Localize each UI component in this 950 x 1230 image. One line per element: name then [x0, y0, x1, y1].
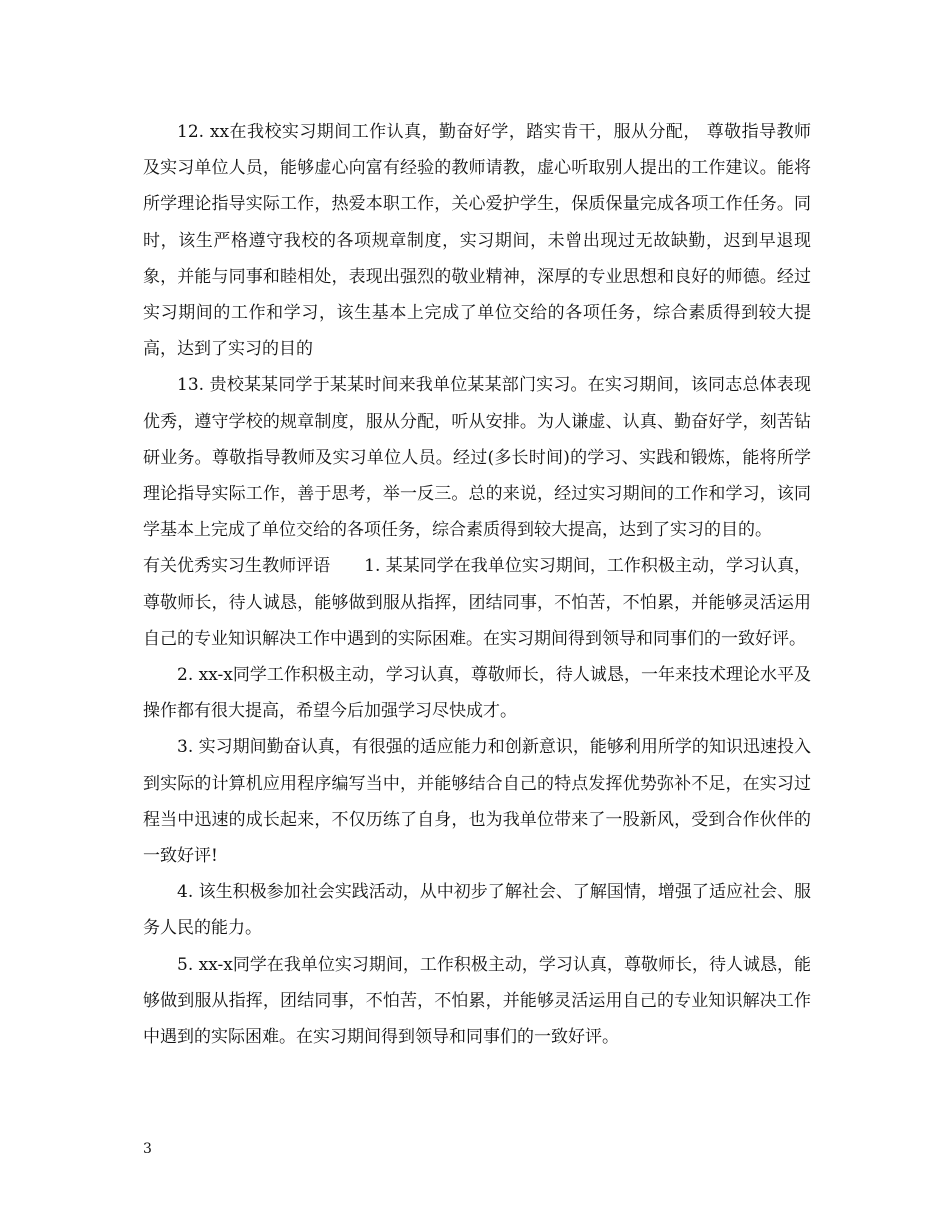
section-heading-paragraph: [143, 548, 811, 657]
paragraph-comment-13: 13. 贵校某某同学于某某时间来我单位某某部门实习。在实习期间，该同志总体表现优秀，遵守学校的规章制度，服从分配，听从安排。为人谦虚、认真、勤奋好学，刻苦钻研业务。尊敬指导教师及实习单位人员。经过(多长时间)的学习、实践和锻炼，能将所学理论指导实际工作，善于思考，举一反三。总的来说，经过实习期间的工作和学习，该同学基本上完成了单位交给的各项任务，综合素质得到较大提高，达到了实习的目的。: [143, 375, 811, 541]
section-title: 有关优秀实习生教师评语: [143, 556, 331, 577]
document-body: [143, 114, 811, 1055]
comment-item-3: 3. 实习期间勤奋认真，有很强的适应能力和创新意识，能够利用所学的知识迅速投入到实际的计算机应用程序编写当中，并能够结合自己的特点发挥优势弥补不足，在实习过程当中迅速的成长起来，不仅历练了自身，也为我单位带来了一股新风，受到合作伙伴的一致好评!: [143, 737, 811, 867]
comment-item-1: 1. 某某同学在我单位实习期间，工作积极主动，学习认真，尊敬师长，待人诚恳，能够做到服从指挥，团结同事，不怕苦，不怕累，并能够灵活运用自己的专业知识解决工作中遇到的实际困难。在实习期间得到领导和同事们的一致好评。: [143, 556, 812, 649]
page-number: 3: [143, 1141, 152, 1157]
paragraph-comment-12: 12. xx在我校实习期间工作认真，勤奋好学，踏实肯干，服从分配， 尊敬指导教师及实习单位人员，能够虚心向富有经验的教师请教，虚心听取别人提出的工作建议。能将所学理论指导实际工作，热爱本职工作，关心爱护学生，保质保量完成各项工作任务。同时，该生严格遵守我校的各项规章制度，实习期间，未曾出现过无故缺勤，迟到早退现象，并能与同事和睦相处，表现出强烈的敬业精神，深厚的专业思想和良好的师德。经过实习期间的工作和学习，该生基本上完成了单位交给的各项任务，综合素质得到较大提高，达到了实习的目的: [143, 122, 811, 360]
comment-item-2: 2. xx-x同学工作积极主动，学习认真，尊敬师长，待人诚恳，一年来技术理论水平及操作都有很大提高，希望今后加强学习尽快成才。: [143, 665, 811, 722]
comment-item-5: 5. xx-x同学在我单位实习期间，工作积极主动，学习认真，尊敬师长，待人诚恳，能够做到服从指挥，团结同事，不怕苦，不怕累，并能够灵活运用自己的专业知识解决工作中遇到的实际困难。在实习期间得到领导和同事们的一致好评。: [143, 954, 811, 1048]
comment-item-4: 4. 该生积极参加社会实践活动，从中初步了解社会、了解国情，增强了适应社会、服务人民的能力。: [143, 882, 811, 939]
